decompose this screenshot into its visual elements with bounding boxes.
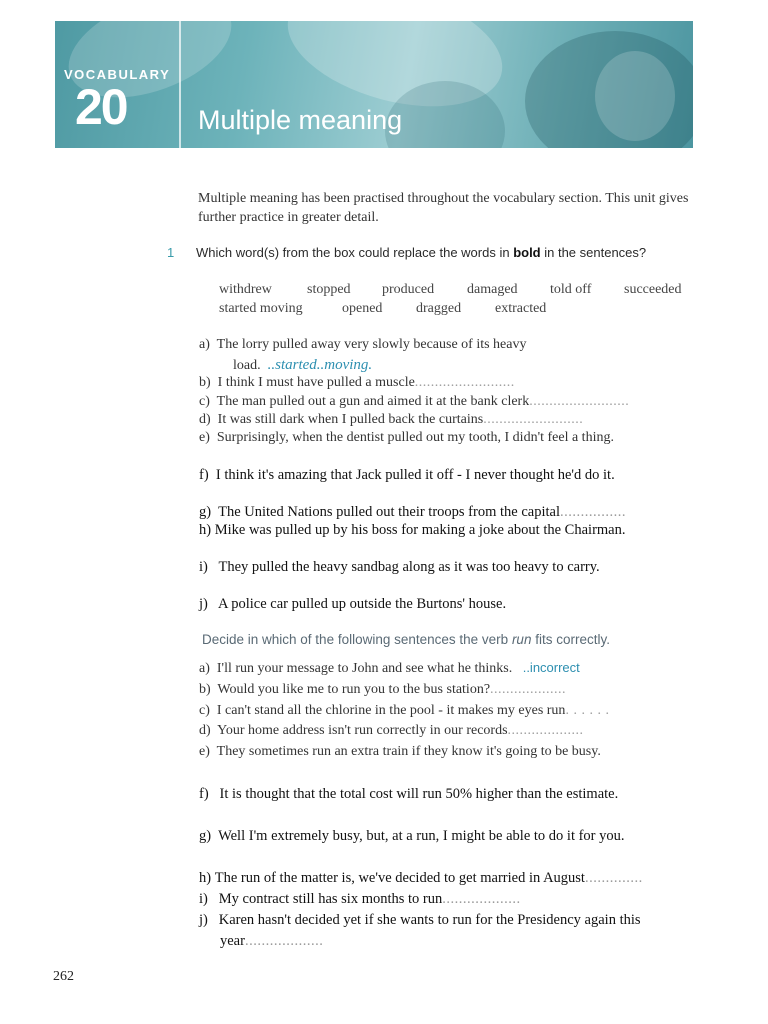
exercise-item: h) The run of the matter is, we've decided to get married in August.............. [199, 870, 643, 886]
unit-title: Multiple meaning [198, 105, 403, 135]
answer-text: ..incorrect [522, 660, 580, 675]
exercise-item: c) The man pulled out a gun and aimed it at the bank clerk......................... [199, 394, 630, 409]
answer-text: ..started..moving. [267, 357, 373, 373]
intro-paragraph: Multiple meaning has been practised throughout the vocabulary section. This unit gives further practice in greater detail. [198, 191, 689, 225]
exercise-item-continuation: year................... [220, 933, 324, 949]
exercise-instruction: Decide in which of the following sentences the verb run fits correctly. [202, 632, 610, 647]
exercise-item: d) Your home address isn't run correctly in our records................... [199, 723, 584, 738]
unit-banner [55, 21, 693, 148]
box-word: opened [342, 301, 383, 316]
answer-blank[interactable]: ......................... [529, 394, 630, 409]
exercise-item-continuation: load. ..started..moving. [233, 357, 373, 373]
box-word: started moving [219, 301, 303, 316]
answer-blank[interactable]: ................... [490, 682, 567, 697]
answer-blank[interactable]: ......................... [483, 412, 584, 427]
box-word: produced [382, 282, 435, 297]
answer-blank[interactable]: ................... [507, 723, 584, 738]
exercise-instruction: Which word(s) from the box could replace the words in bold in the sentences? [196, 245, 647, 260]
exercise-item: i) My contract still has six months to run................... [199, 891, 521, 907]
answer-blank[interactable]: ................... [442, 891, 521, 907]
exercise-item: d) It was still dark when I pulled back the curtains......................... [199, 412, 584, 427]
exercise-item: i) They pulled the heavy sandbag along as it was too heavy to carry. [199, 559, 600, 575]
exercise-item: h) Mike was pulled up by his boss for making a joke about the Chairman. [199, 522, 626, 538]
exercise-item: f) I think it's amazing that Jack pulled it off - I never thought he'd do it. [199, 467, 615, 483]
exercise-item: e) Surprisingly, when the dentist pulled out my tooth, I didn't feel a thing. [199, 430, 614, 445]
answer-blank[interactable]: . . . . . . [565, 703, 610, 718]
answer-blank[interactable]: .............. [584, 870, 643, 886]
box-word: extracted [495, 301, 547, 316]
banner-divider [179, 21, 181, 148]
exercise-item: b) Would you like me to run you to the bus station?................... [199, 682, 567, 697]
banner-photo-shape [595, 51, 675, 141]
exercise-item: e) They sometimes run an extra train if they know it's going to be busy. [199, 744, 601, 759]
box-word: stopped [307, 282, 351, 297]
exercise-item: g) The United Nations pulled out their troops from the capital................ [199, 504, 626, 520]
exercise-item: j) A police car pulled up outside the Burtons' house. [199, 596, 507, 612]
answer-blank[interactable]: ......................... [414, 375, 515, 390]
exercise-item: g) Well I'm extremely busy, but, at a run, I might be able to do it for you. [199, 828, 625, 844]
box-word: damaged [467, 282, 518, 297]
exercise-item: a) The lorry pulled away very slowly because of its heavy [199, 337, 527, 352]
section-kicker: VOCABULARY [64, 67, 171, 82]
answer-blank[interactable]: ................ [559, 504, 626, 520]
exercise-item: j) Karen hasn't decided yet if she wants to run for the Presidency again this [199, 912, 641, 928]
exercise-item: c) I can't stand all the chlorine in the pool - it makes my eyes run. . . . . . [199, 703, 610, 718]
exercise-item: f) It is thought that the total cost will run 50% higher than the estimate. [199, 786, 619, 802]
exercise-item: a) I'll run your message to John and see what he thinks. ..incorrect [199, 660, 580, 676]
page-number: 262 [53, 969, 74, 984]
box-word: told off [550, 282, 592, 297]
box-word: dragged [416, 301, 462, 316]
answer-blank[interactable]: ................... [244, 933, 324, 949]
unit-number: 20 [75, 79, 127, 135]
exercise-number: 1 [167, 245, 175, 260]
box-word: withdrew [219, 282, 272, 297]
exercise-item: b) I think I must have pulled a muscle......................... [199, 375, 515, 390]
box-word: succeeded [624, 282, 682, 297]
